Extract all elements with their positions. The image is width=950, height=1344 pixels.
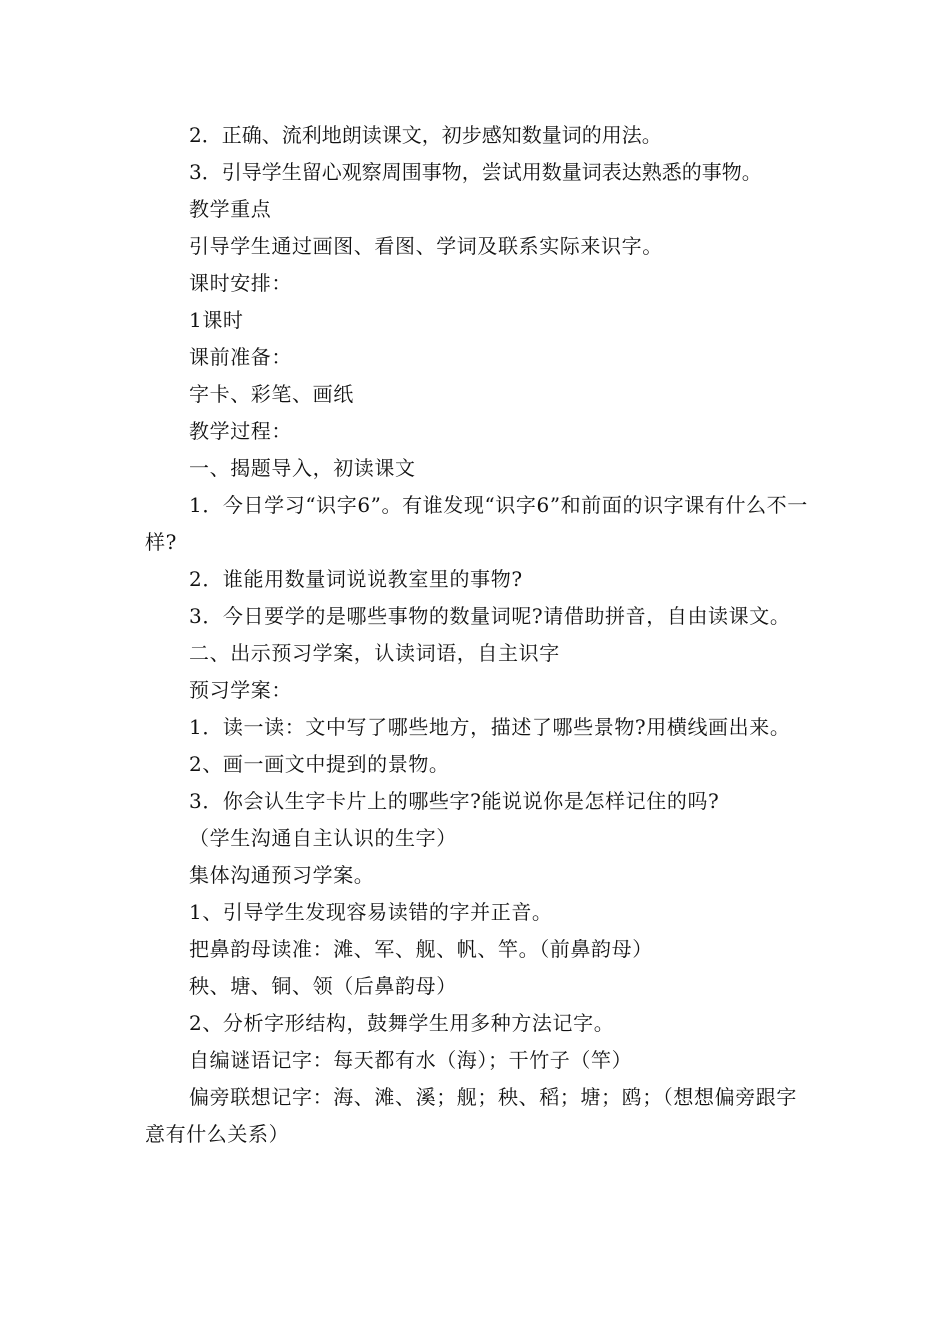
paragraph-teaching-focus: 引导学生通过画图、看图、学词及联系实际来识字。 [189,234,663,258]
paragraph-analyze-structure: 2、分析字形结构，鼓舞学生用多种方法记字。 [189,1011,615,1035]
document-body [145,117,815,1153]
heading-preparation: 课前准备： [189,345,292,369]
section-heading-1: 一、揭题导入，初读课文 [189,456,416,480]
paragraph-step-1: 1．今日学习“识字6”。有谁发现“识字6”和前面的识字课有什么不一样? [145,493,808,554]
paragraph-preview-3: 3．你会认生字卡片上的哪些字?能说说你是怎样记住的吗? [189,789,720,813]
paragraph-riddle-method: 自编谜语记字：每天都有水（海）；干竹子（竿） [189,1048,633,1072]
paragraph-group-exchange: 集体沟通预习学案。 [189,863,375,887]
paragraph-front-nasal: 把鼻韵母读准：滩、军、舰、帆、竿。（前鼻韵母） [189,937,653,961]
paragraph-student-exchange: （学生沟通自主认识的生字） [189,826,457,850]
paragraph-back-nasal: 秧、塘、铜、领（后鼻韵母） [189,974,457,998]
paragraph-step-3: 3．今日要学的是哪些事物的数量词呢?请借助拼音，自由读课文。 [189,604,791,628]
paragraph-objective-3: 3．引导学生留心观察周围事物，尝试用数量词表达熟悉的事物。 [189,160,762,184]
paragraph-radical-method: 偏旁联想记字：海、滩、溪；舰；秧、稻；塘；鸥；（想想偏旁跟字意有什么关系） [145,1085,797,1146]
heading-teaching-focus: 教学重点 [189,197,272,221]
paragraph-correct-pronunciation: 1、引导学生发现容易读错的字并正音。 [189,900,553,924]
paragraph-preparation: 字卡、彩笔、画纸 [189,382,354,406]
heading-process: 教学过程： [189,419,292,443]
paragraph-step-2: 2．谁能用数量词说说教室里的事物? [189,567,523,591]
paragraph-objective-2: 2．正确、流利地朗读课文，初步感知数量词的用法。 [189,123,662,147]
heading-preview-plan: 预习学案： [189,678,292,702]
heading-schedule: 课时安排： [189,271,292,295]
paragraph-preview-1: 1．读一读：文中写了哪些地方，描述了哪些景物?用横线画出来。 [189,715,791,739]
section-heading-2: 二、出示预习学案，认读词语，自主识字 [189,641,560,665]
paragraph-schedule: 1课时 [189,308,244,332]
paragraph-preview-2: 2、画一画文中提到的景物。 [189,752,450,776]
